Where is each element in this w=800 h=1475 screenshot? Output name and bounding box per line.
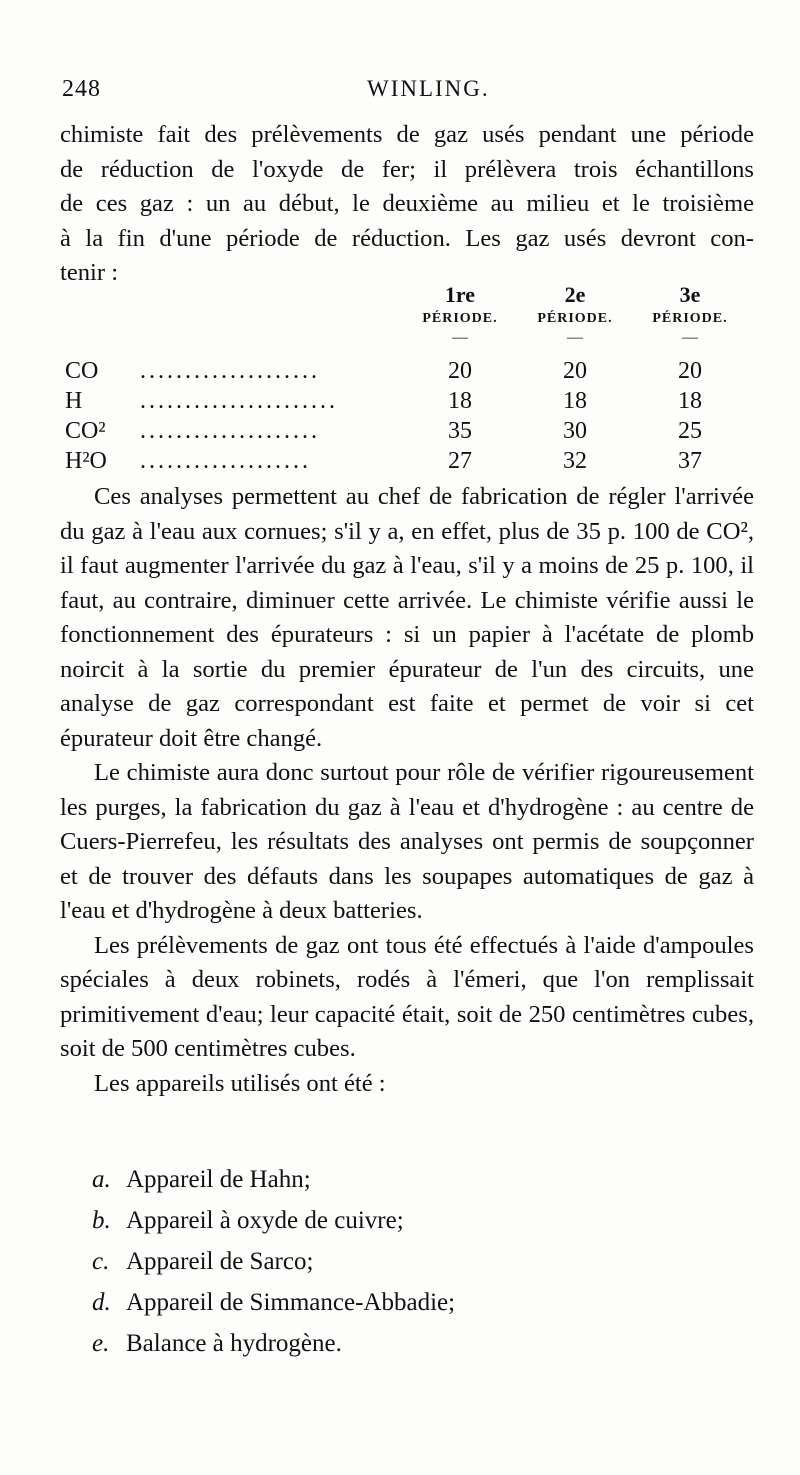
intro-text: [60, 118, 754, 291]
page-number: 248: [62, 76, 101, 102]
table-cell: 27: [448, 448, 472, 474]
list-marker: b.: [92, 1207, 111, 1234]
list-item: [92, 1201, 404, 1241]
intro-line: chimiste fait des prélèvements de gaz usés pendant une période: [60, 121, 754, 148]
table-cell: 30: [563, 418, 587, 444]
paragraph: Les prélèvements de gaz ont tous été effectués à l'aide d'ampoules spéciales à deux robinets, rodés à l'émeri, que l'on remplissait primitivement d'eau; leur capacité était, soit de 250 centimètres cubes, soit de 500 centimètres cubes.: [60, 931, 754, 1062]
list-marker: c.: [92, 1248, 110, 1275]
leader-dots: ...................: [140, 448, 311, 474]
leader-dots: ....................: [140, 418, 320, 444]
list-item-text: Appareil de Sarco;: [126, 1248, 314, 1275]
list-marker: e.: [92, 1330, 110, 1357]
table-cell: 20: [678, 358, 702, 384]
list-marker: d.: [92, 1289, 111, 1316]
column-label: PÉRIODE.: [422, 311, 498, 326]
column-header-3: [635, 282, 745, 346]
body-text: [60, 480, 754, 1101]
leader-dots: ....................: [140, 358, 320, 384]
table-cell: 20: [448, 358, 472, 384]
column-ordinal: 3e: [679, 282, 701, 307]
paragraph: Ces analyses permettent au chef de fabrication de régler l'arrivée du gaz à l'eau aux cornues; s'il y a, en effet, plus de 35 p. 100 de CO², il faut augmenter l'arrivée du gaz à l'eau, s'il y a moins de 25 p. 100, il faut, au contraire, diminuer cette arrivée. Le chimiste vérifie aussi le fonctionnement des épurateurs : si un papier à l'acétate de plomb noircit à la sortie du premier épurateur de l'un des circuits, une analyse de gaz correspondant est faite et permet de voir si cet épurateur doit être changé.: [60, 483, 754, 752]
table-row: [60, 356, 750, 386]
table-cell: 35: [448, 418, 472, 444]
intro-line: de réduction de l'oxyde de fer; il prélèvera trois échantillons: [60, 155, 754, 183]
column-ordinal: 2e: [564, 282, 586, 307]
list-item-text: Balance à hydrogène.: [126, 1330, 342, 1357]
table-cell: 37: [678, 448, 702, 474]
intro-line: à la fin d'une période de réduction. Les gaz usés devront con-: [60, 224, 754, 252]
table-row: [60, 386, 750, 416]
table-cell: 18: [678, 388, 702, 414]
table-cell: 20: [563, 358, 587, 384]
table-row: [60, 416, 750, 446]
column-dash: —: [452, 329, 468, 346]
paragraph: Les appareils utilisés ont été :: [94, 1069, 386, 1097]
list-item: [92, 1242, 313, 1282]
table-cell: 25: [678, 418, 702, 444]
list-item: [92, 1160, 311, 1200]
leader-dots: ......................: [140, 388, 338, 414]
list-item-text: Appareil de Hahn;: [126, 1166, 311, 1193]
page-header: [62, 76, 740, 112]
intro-line: de ces gaz : un au début, le deuxième au milieu et le troisième: [60, 190, 754, 217]
table-cell: 32: [563, 448, 587, 474]
table-cell: 18: [448, 388, 472, 414]
paragraph: Le chimiste aura donc surtout pour rôle de vérifier rigoureusement les purges, la fabrication du gaz à l'eau et d'hydrogène : au centre de Cuers-Pierrefeu, les résultats des analyses ont permis de soupçonner et de trouver des défauts dans les soupapes automatiques de gaz à l'eau et d'hydrogène à deux batteries.: [60, 759, 754, 924]
running-head: WINLING.: [367, 76, 490, 101]
column-label: PÉRIODE.: [537, 311, 613, 326]
column-header-1: [405, 282, 515, 346]
column-label: PÉRIODE.: [652, 311, 728, 326]
column-dash: —: [682, 329, 698, 346]
table-cell: 18: [563, 388, 587, 414]
list-item-text: Appareil à oxyde de cuivre;: [126, 1207, 404, 1234]
row-label: CO²: [65, 418, 106, 444]
column-ordinal: 1re: [444, 282, 476, 307]
column-dash: —: [567, 329, 583, 346]
row-label: H²O: [65, 448, 107, 474]
row-label: H: [65, 388, 83, 414]
intro-line: tenir :: [60, 259, 119, 286]
table-row: [60, 446, 750, 476]
row-label: CO: [65, 358, 99, 384]
list-item: [92, 1324, 342, 1364]
list-item: [92, 1283, 455, 1323]
list-marker: a.: [92, 1166, 111, 1193]
column-header-2: [520, 282, 630, 346]
table-column-headers: [60, 282, 750, 352]
list-item-text: Appareil de Simmance-Abbadie;: [126, 1289, 456, 1316]
